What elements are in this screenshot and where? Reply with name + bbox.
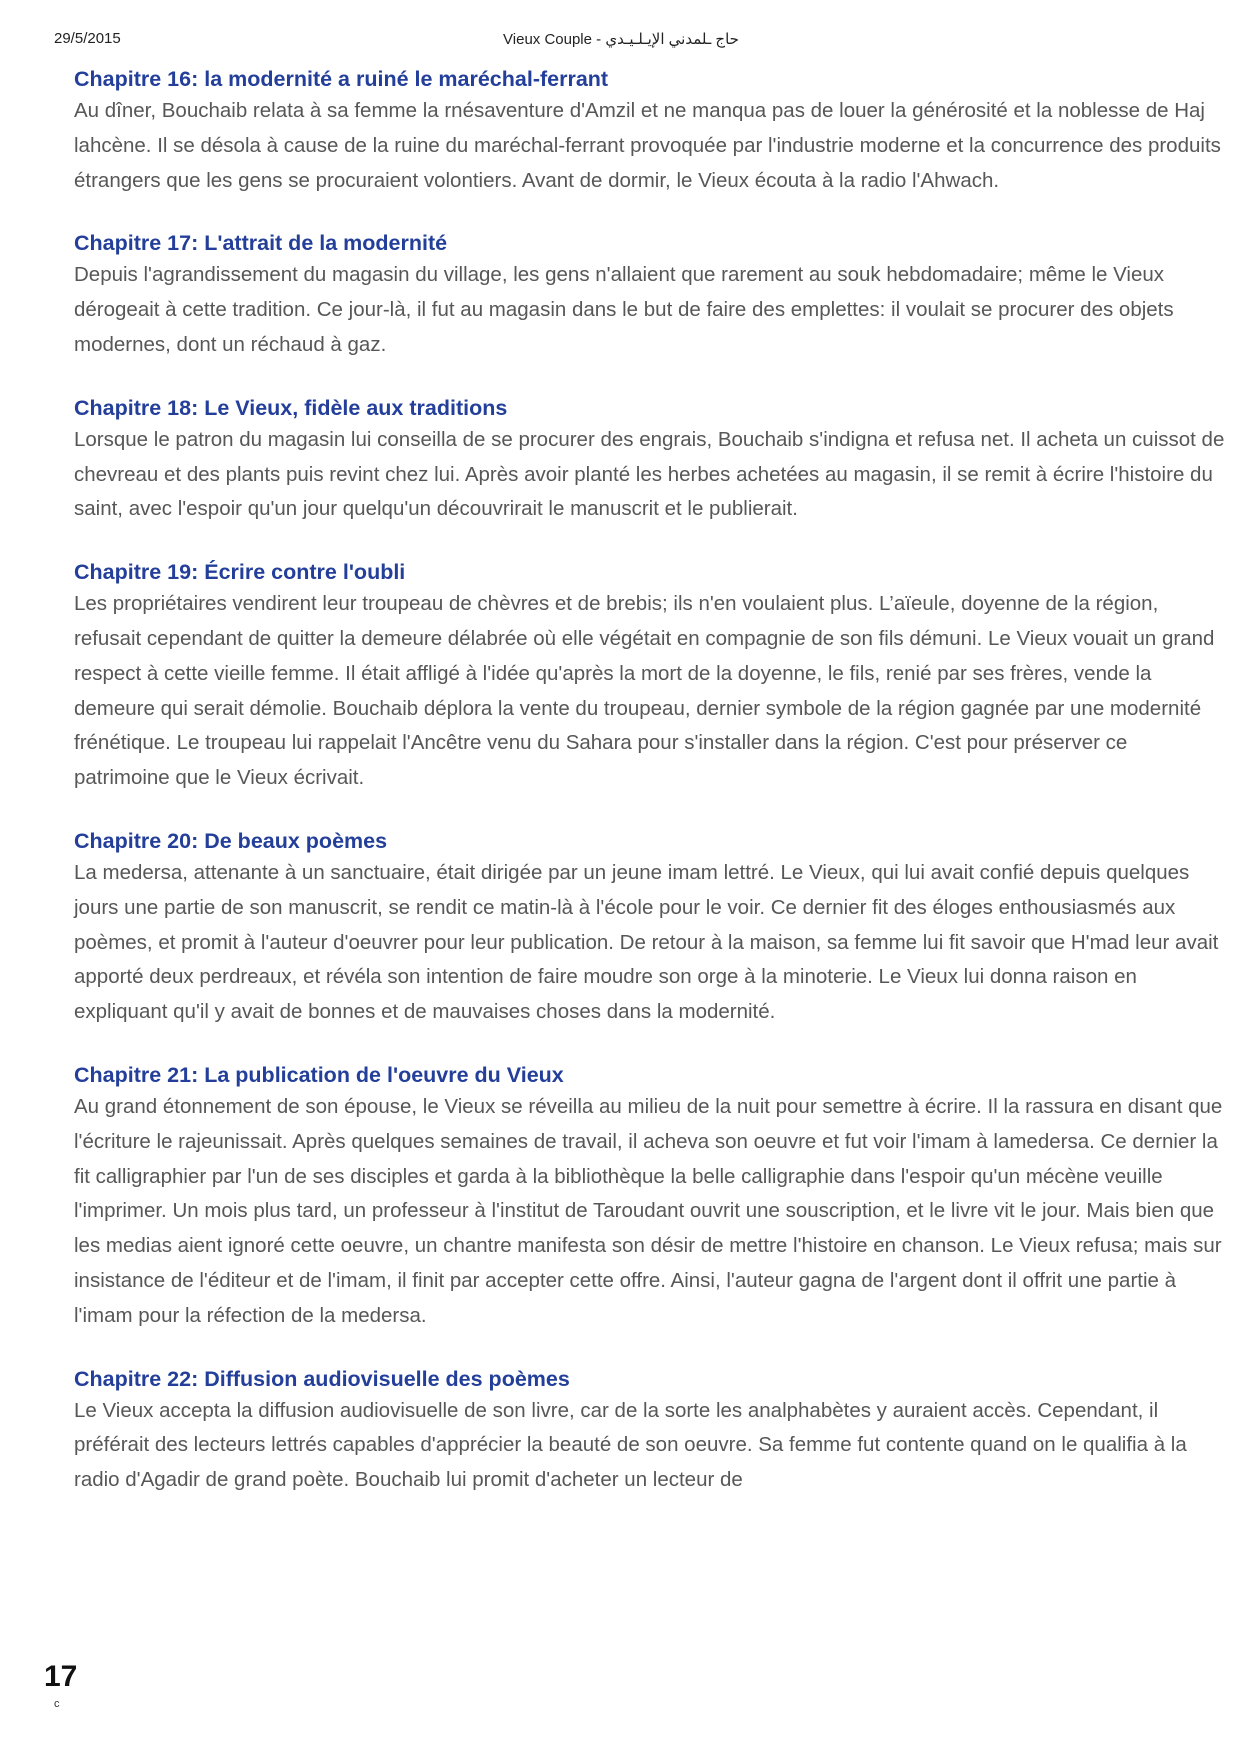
- chapter-title: Chapitre 17: L'attrait de la modernité: [74, 231, 448, 256]
- chapter-text: La medersa, attenante à un sanctuaire, était dirigée par un jeune imam lettré. Le Vieux, qui lui avait confié depuis quelques jours une partie de son manuscrit, se rendit ce matin-là à l'école pour le voir. Ce dernier fit des éloges enthousiasmés aux poèmes, et promit à l'auteur d'oeuvrer pour leur publication. De retour à la maison, sa femme lui fit savoir que H'mad leur avait apporté deux perdreaux, et révéla son intention de faire moudre son orge à la minoterie. Le Vieux lui donna raison en expliquant qu'il y avait de bonnes et de mauvaises choses dans la modernité.: [74, 860, 1219, 1024]
- chapter-18: [74, 393, 1234, 527]
- document-body: [74, 64, 1234, 1528]
- chapter-text: Au grand étonnement de son épouse, le Vieux se réveilla au milieu de la nuit pour semettre à écrire. Il la rassura en disant que l'écriture le rajeunissait. Après quelques semaines de travail, il acheva son oeuvre et fut voir l'imam à lamedersa. Ce dernier la fit calligraphier par l'un de ses disciples et garda à la bibliothèque la belle calligraphie dans l'espoir qu'un mécène veuille l'imprimer. Un mois plus tard, un professeur à l'institut de Taroudant ouvrit une souscription, et le livre vit le jour. Mais bien que les medias aient ignoré cette oeuvre, un chantre manifesta son désir de mettre l'histoire en chanson. Le Vieux refusa; mais sur insistance de l'éditeur et de l'imam, il finit par accepter cette offre. Ainsi, l'auteur gagna de l'argent dont il offrit une partie à l'imam pour la réfection de la medersa.: [74, 1094, 1223, 1327]
- chapter-21: [74, 1060, 1234, 1334]
- header-title: Vieux Couple - حاج ـلمدني الإيـلـيـدي: [503, 31, 739, 48]
- chapter-text: Lorsque le patron du magasin lui conseilla de se procurer des engrais, Bouchaib s'indigna et refusa net. Il acheta un cuissot de chevreau et des plants puis revint chez lui. Après avoir planté les herbes achetées au magasin, il se remit à écrire l'histoire du saint, avec l'espoir qu'un jour quelqu'un découvrirait le manuscrit et le publierait.: [74, 427, 1225, 521]
- chapter-title: Chapitre 20: De beaux poèmes: [74, 828, 388, 853]
- chapter-title: Chapitre 19: Écrire contre l'oubli: [74, 560, 406, 585]
- header-date: 29/5/2015: [54, 30, 121, 47]
- chapter-22: [74, 1364, 1234, 1498]
- chapter-text: Depuis l'agrandissement du magasin du village, les gens n'allaient que rarement au souk hebdomadaire; même le Vieux dérogeait à cette tradition. Ce jour-là, il fut au magasin dans le but de faire des emplettes: il voulait se procurer des objets modernes, dont un réchaud à gaz.: [74, 263, 1174, 356]
- chapter-title: Chapitre 22: Diffusion audiovisuelle des poèmes: [74, 1366, 570, 1391]
- chapter-16: [74, 64, 1234, 198]
- chapter-20: [74, 826, 1234, 1030]
- chapter-title: Chapitre 18: Le Vieux, fidèle aux traditions: [74, 395, 508, 420]
- chapter-text: Au dîner, Bouchaib relata à sa femme la rnésaventure d'Amzil et ne manqua pas de louer la générosité et la noblesse de Haj lahcène. Il se désola à cause de la ruine du maréchal-ferrant provoquée par l'industrie moderne et la concurrence des produits étrangers que les gens se procuraient volontiers. Avant de dormir, le Vieux écouta à la radio l'Ahwach.: [74, 99, 1221, 192]
- chapter-text: Les propriétaires vendirent leur troupeau de chèvres et de brebis; ils n'en voulaient plus. L’aïeule, doyenne de la région, refusait cependant de quitter la demeure délabrée où elle végétait en compagnie de son fils démuni. Le Vieux vouait un grand respect à cette vieille femme. Il était affligé à l'idée qu'après la mort de la doyenne, le fils, renié par ses frères, vende la demeure qui serait démolie. Bouchaib déplora la vente du troupeau, dernier symbole de la région gagnée par une modernité frénétique. Le troupeau lui rappelait l'Ancêtre venu du Sahara pour s'installer dans la région. C'est pour préserver ce patrimoine que le Vieux écrivait.: [74, 592, 1215, 790]
- chapter-title: Chapitre 16: la modernité a ruiné le maréchal-ferrant: [74, 67, 609, 91]
- chapter-19: [74, 557, 1234, 796]
- page-footer-mark: c: [54, 1698, 60, 1710]
- chapter-title: Chapitre 21: La publication de l'oeuvre du Vieux: [74, 1062, 564, 1087]
- chapter-17: [74, 228, 1234, 362]
- page-number: 17: [44, 1660, 78, 1693]
- chapter-text: Le Vieux accepta la diffusion audiovisuelle de son livre, car de la sorte les analphabètes y auraient accès. Cependant, il préférait des lecteurs lettrés capables d'apprécier la beauté de son oeuvre. Sa femme fut contente quand on le qualifia à la radio d'Agadir de grand poète. Bouchaib lui promit d'acheter un lecteur de: [74, 1398, 1187, 1492]
